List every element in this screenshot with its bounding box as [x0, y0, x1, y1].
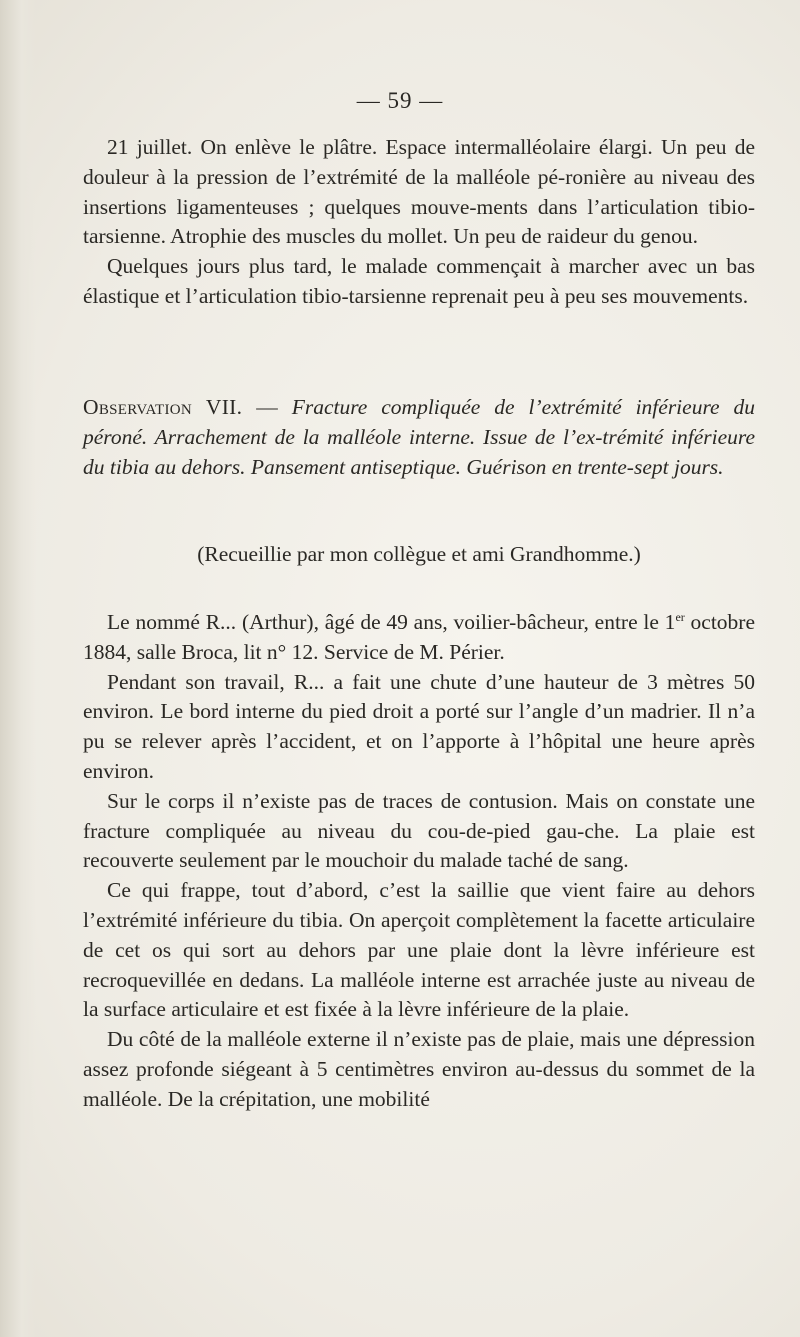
paragraph-fracture: Sur le corps il n’existe pas de traces de contusion. Mais on constate une fracture compliquée au niveau du cou-de-pied gau-che. La plaie est recouverte seulement par le mouchoir du malade taché de sang. — [83, 788, 755, 873]
credit-block — [83, 540, 755, 570]
paragraph-tibia-exposure: Ce qui frappe, tout d’abord, c’est la saillie que vient faire au dehors l’extrémité inférieure du tibia. On aperçoit complètement la facette articulaire de cet os qui sort au dehors par une plaie dont la lèvre inférieure est recroquevillée en dedans. La malléole interne est arrachée juste au niveau de la surface articulaire et est fixée à la lèvre inférieure de la plaie. — [83, 878, 755, 1022]
observation-heading — [83, 393, 755, 482]
observation-label: Observation VII. — [83, 395, 243, 419]
ordinal-superscript: er — [675, 610, 685, 624]
paragraph-accident: Pendant son travail, R... a fait une chute d’une hauteur de 3 mètres 50 environ. Le bord interne du pied droit a porté sur l’angle d’un madrier. Il n’a pu se relever après l’accident, et on l’apporte à l’hôpital une heure après environ. — [83, 669, 755, 783]
paragraph-walking-recovery: Quelques jours plus tard, le malade commençait à marcher avec un bas élastique et l’articulation tibio-tarsienne reprenait peu à peu ses mouvements. — [83, 254, 755, 308]
case-body — [83, 608, 755, 1115]
credit-line: (Recueillie par mon collègue et ami Grandhomme.) — [197, 542, 641, 566]
paragraph-patient-entry: Le nommé R... (Arthur), âgé de 49 ans, voilier-bâcheur, entre le 1er octobre 1884, salle Broca, lit n° 12. Service de M. Périer. — [83, 610, 756, 664]
observation-dash: — — [242, 395, 292, 419]
paragraph-block-1 — [83, 133, 755, 312]
paragraph-plaster-removal: 21 juillet. On enlève le plâtre. Espace intermalléolaire élargi. Un peu de douleur à la pression de l’extrémité de la malléole pé-ronière au niveau des insertions ligamenteuses ; quelques mouve-ments dans l’articulation tibio-tarsienne. Atrophie des muscles du mollet. Un peu de raideur du genou. — [83, 135, 755, 249]
observation-title: Fracture compliquée de l’extrémité inférieure du péroné. Arrachement de la malléole interne. Issue de l’ex-trémité inférieure du tibia au dehors. Pansement antiseptique. Guérison en trente-sept jours. — [83, 395, 755, 479]
page-number: — 59 — — [356, 88, 444, 113]
paragraph-external-malleolus: Du côté de la malléole externe il n’existe pas de plaie, mais une dépression assez profonde siégeant à 5 centimètres environ au-dessus du sommet de la malléole. De la crépitation, une mobilité — [83, 1027, 755, 1111]
binding-shadow — [0, 0, 36, 1337]
